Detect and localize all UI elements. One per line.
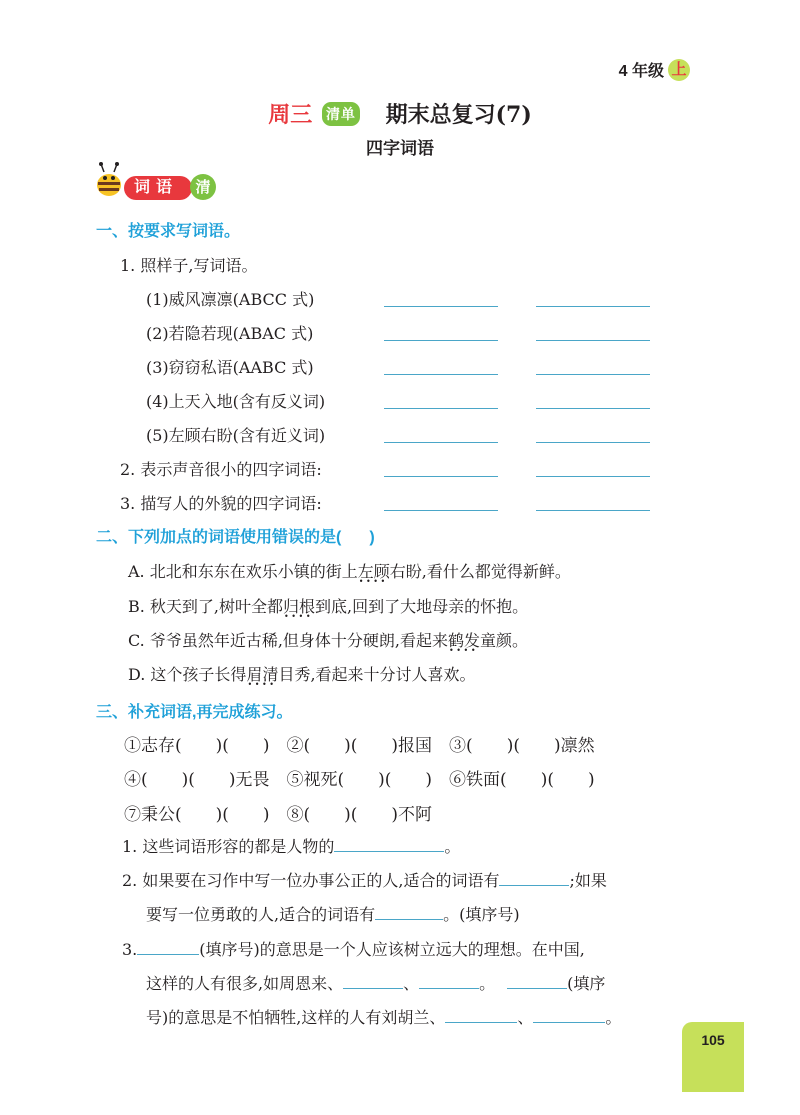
answer-blank[interactable] xyxy=(536,408,650,409)
answer-blank[interactable] xyxy=(343,972,403,989)
idiom-row-2: ④( )( )无畏 ⑤视死( )( ) ⑥铁面( )( ) xyxy=(124,770,595,790)
answer-blank[interactable] xyxy=(384,408,498,409)
section1-heading: 一、按要求写词语。 xyxy=(96,223,241,240)
option-c xyxy=(128,628,528,651)
page-number: 105 xyxy=(682,1022,744,1092)
bee-mascot-icon xyxy=(92,162,126,198)
section3-heading: 三、补充词语,再完成练习。 xyxy=(96,704,293,721)
section1-item-2: (2)若隐若现(ABAC 式) xyxy=(146,324,314,343)
idiom-row-3: ⑦秉公( )( ) ⑧( )( )不阿 xyxy=(124,805,433,825)
q-text: 、 xyxy=(517,1008,534,1027)
answer-blank[interactable] xyxy=(384,476,498,477)
grade-label xyxy=(619,58,690,81)
dotted-phrase: 鹤发童颜 • • xyxy=(448,628,512,651)
answer-blank[interactable] xyxy=(384,510,498,511)
grade-badge: 上 xyxy=(668,59,690,81)
answer-blank[interactable] xyxy=(499,869,569,886)
q-text: 2. 如果要在习作中写一位办事公正的人,适合的词语有 xyxy=(122,871,500,890)
answer-blank[interactable] xyxy=(137,938,199,955)
option-text: A. 北北和东东在欢乐小镇的街上 xyxy=(128,562,358,581)
answer-blank[interactable] xyxy=(507,972,567,989)
option-text: C. 爷爷虽然年近古稀,但身体十分硬朗,看起来 xyxy=(128,631,449,650)
q-text: (填序号)的意思是一个人应该树立远大的理想。在中国, xyxy=(199,940,585,959)
answer-blank[interactable] xyxy=(375,903,443,920)
option-text: D. 这个孩子长得 xyxy=(128,665,247,684)
section1-item-1: (1)威风凛凛(ABCC 式) xyxy=(146,290,315,309)
answer-blank[interactable] xyxy=(536,340,650,341)
section-tag-circle: 清 xyxy=(190,174,216,200)
section3-q1 xyxy=(122,834,460,857)
section1-item-4: (4)上天入地(含有反义词) xyxy=(146,392,326,411)
answer-blank[interactable] xyxy=(384,442,498,443)
title-qingdan-badge: 清单 xyxy=(322,102,360,126)
q-text: 。 xyxy=(479,974,496,993)
q-text: 要写一位勇敢的人,适合的词语有 xyxy=(146,905,376,924)
q-text: 号)的意思是不怕牺牲,这样的人有刘胡兰、 xyxy=(146,1008,446,1027)
option-text: ,回到了大地母亲的怀抱。 xyxy=(347,597,529,616)
answer-blank[interactable] xyxy=(384,340,498,341)
q-text: 1. 这些词语形容的都是人物的 xyxy=(122,837,335,856)
section2-heading xyxy=(96,524,375,547)
section3-q2b xyxy=(146,902,520,925)
section3-q3c xyxy=(146,1005,621,1028)
option-d xyxy=(128,662,476,685)
option-b xyxy=(128,594,528,617)
section3-q3b xyxy=(146,971,605,994)
answer-blank[interactable] xyxy=(445,1006,517,1023)
section1-item-3: (3)窃窃私语(AABC 式) xyxy=(146,358,314,377)
answer-blank[interactable] xyxy=(533,1006,605,1023)
answer-blank[interactable] xyxy=(536,306,650,307)
dotted-phrase: 左顾右盼 • • xyxy=(358,559,422,582)
section1-item-5: (5)左顾右盼(含有近义词) xyxy=(146,426,326,445)
section2-heading-end: ) xyxy=(369,529,375,546)
section3-q2a xyxy=(122,868,607,891)
q-text: 3. xyxy=(122,940,138,959)
answer-blank[interactable] xyxy=(536,374,650,375)
page-subtitle: 四字词语 xyxy=(366,139,434,159)
q-text: 。 xyxy=(605,1008,622,1027)
q-text: 。 xyxy=(444,837,461,856)
dotted-phrase: 归根到底 • • xyxy=(283,594,347,617)
answer-blank[interactable] xyxy=(536,510,650,511)
answer-blank[interactable] xyxy=(419,972,479,989)
option-text: B. 秋天到了,树叶全都 xyxy=(128,597,284,616)
dotted-phrase: 眉清目秀 • • xyxy=(246,662,310,685)
q-text: 、 xyxy=(403,974,420,993)
option-text: ,看什么都觉得新鲜。 xyxy=(421,562,571,581)
answer-blank[interactable] xyxy=(384,374,498,375)
answer-blank[interactable] xyxy=(536,442,650,443)
answer-blank[interactable] xyxy=(334,835,444,852)
section1-q1: 1. 照样子,写词语。 xyxy=(120,256,258,275)
option-a xyxy=(128,559,571,582)
q-text: 这样的人有很多,如周恩来、 xyxy=(146,974,344,993)
option-text: ,看起来十分讨人喜欢。 xyxy=(310,665,476,684)
q-text: 。(填序号) xyxy=(443,905,520,924)
answer-blank[interactable] xyxy=(384,306,498,307)
section2-heading-text: 二、下列加点的词语使用错误的是( xyxy=(96,529,342,546)
title-main: 期末总复习(7) xyxy=(385,102,532,128)
section1-q3: 3. 描写人的外貌的四字词语: xyxy=(120,494,322,513)
grade-text: 4 年级 xyxy=(618,63,664,80)
q-text: (填序 xyxy=(567,974,606,993)
section3-q3a xyxy=(122,937,585,960)
idiom-row-1: ①志存( )( ) ②( )( )报国 ③( )( )凛然 xyxy=(124,736,595,756)
section-tag: 词语 xyxy=(124,176,192,200)
section1-q2: 2. 表示声音很小的四字词语: xyxy=(120,460,322,479)
page-title xyxy=(0,98,800,129)
title-day: 周三 xyxy=(268,102,313,128)
option-text: 。 xyxy=(512,631,529,650)
answer-blank[interactable] xyxy=(536,476,650,477)
q-text: ;如果 xyxy=(569,871,607,890)
